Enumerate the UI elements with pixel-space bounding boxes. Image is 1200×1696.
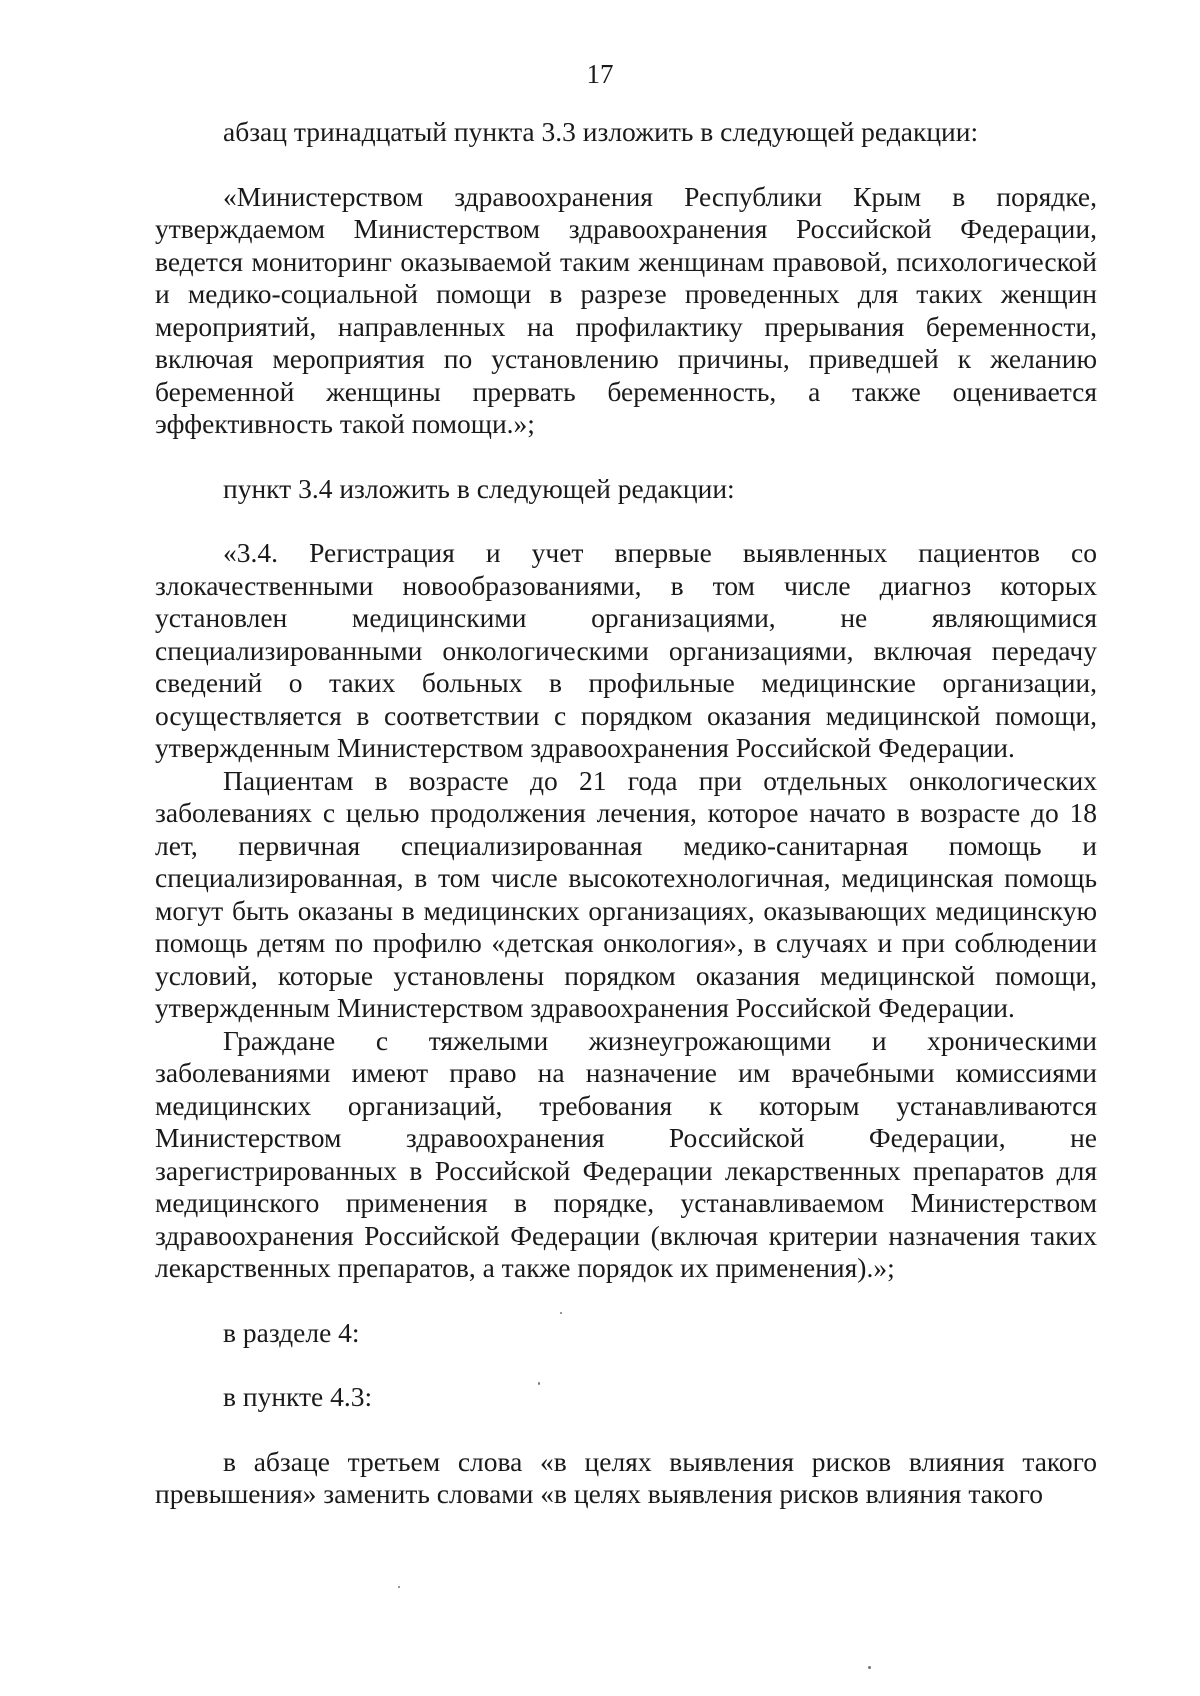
page-number: 17: [586, 59, 614, 89]
scan-speck: [560, 1312, 562, 1314]
paragraph-9: в абзаце третьем слова «в целях выявления рисков влияния такого превышения» заменить словами «в целях выявления рисков влияния такого: [155, 1445, 1097, 1509]
scan-speck: [398, 1586, 400, 1588]
paragraph-4: «3.4. Регистрация и учет впервые выявленных пациентов со злокачественными новообразованиями, в том числе диагноз которых установлен медицинскими организациями, не являющимися специализированными онкологическими организациями, включая передачу сведений о таких больных в профильные медицинские организации, осуществляется в соответствии с порядком оказания медицинской помощи, утвержденным Министерством здравоохранения Российской Федерации.: [155, 537, 1097, 763]
paragraph-2: «Министерством здравоохранения Республики Крым в порядке, утверждаемом Министерством здравоохранения Российской Федерации, ведется мониторинг оказываемой таким женщинам правовой, психологической и медико-социальной помощи в разрезе проведенных для таких женщин мероприятий, направленных на профилактику прерывания беременности, включая мероприятия по установлению причины, приведшей к желанию беременной женщины прервать беременность, а также оценивается эффективность такой помощи.»;: [155, 180, 1097, 439]
paragraph-5: Пациентам в возрасте до 21 года при отдельных онкологических заболеваниях с целью продолжения лечения, которое начато в возрасте до 18 лет, первичная специализированная медико-санитарная помощь и специализированная, в том числе высокотехнологичная, медицинская помощь могут быть оказаны в медицинских организациях, оказывающих медицинскую помощь детям по профилю «детская онкология», в случаях и при соблюдении условий, которые установлены порядком оказания медицинской помощи, утвержденным Министерством здравоохранения Российской Федерации.: [155, 764, 1097, 1023]
scan-speck: [868, 1666, 871, 1669]
paragraph-8: в пункте 4.3:: [223, 1381, 373, 1412]
document-body: [155, 116, 1097, 1511]
scan-speck: [538, 1382, 540, 1385]
paragraph-3: пункт 3.4 изложить в следующей редакции:: [223, 472, 735, 504]
paragraph-7: в разделе 4:: [223, 1316, 360, 1348]
paragraph-1: абзац тринадцатый пункта 3.3 изложить в следующей редакции:: [223, 116, 979, 147]
paragraph-6: Граждане с тяжелыми жизнеугрожающими и хроническими заболеваниями имеют право на назначение им врачебными комиссиями медицинских организаций, требования к которым устанавливаются Министерством здравоохранения Российской Федерации, не зарегистрированных в Российской Федерации лекарственных препаратов для медицинского применения в порядке, устанавливаемом Министерством здравоохранения Российской Федерации (включая критерии назначения таких лекарственных препаратов, а также порядок их применения).»;: [155, 1024, 1097, 1283]
